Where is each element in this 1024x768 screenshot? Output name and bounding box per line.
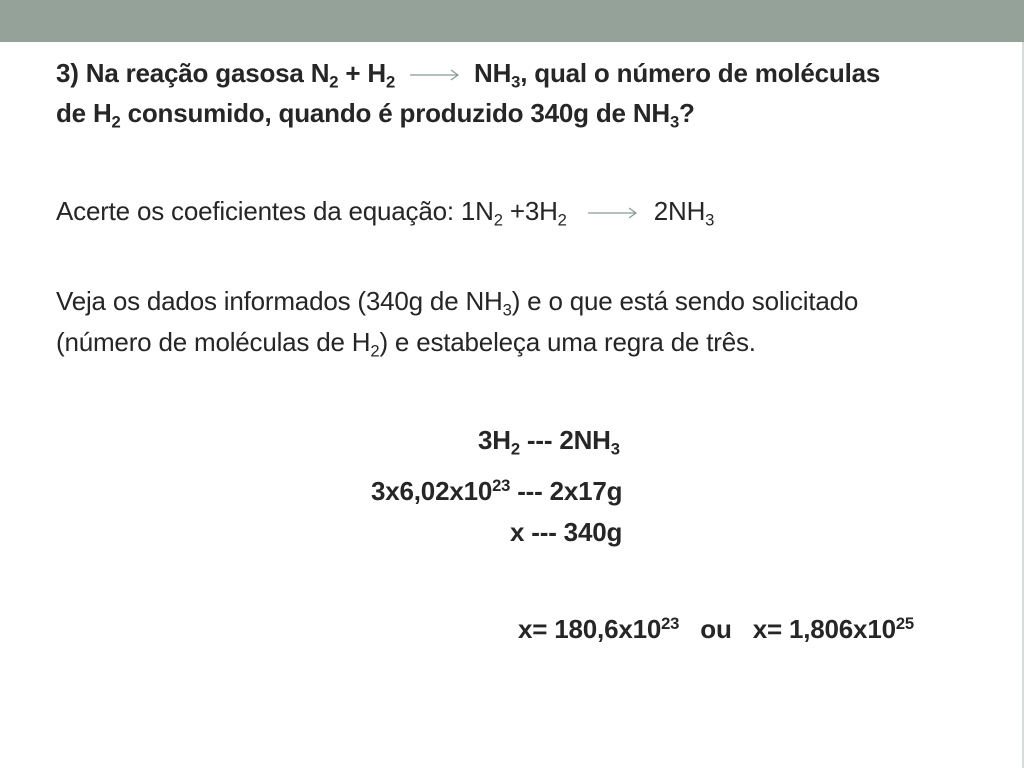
reaction-arrow-icon: [588, 206, 638, 220]
instructions-line-1: Veja os dados informados (340g de $NH_3$) e o que está sendo solicitado: [56, 286, 859, 320]
question-line-1: 3) Na reação gasosa $N_2 + H_2$ $NH_3$, qual o número de moléculas: [56, 58, 881, 92]
balance-line: Acerte os coeficientes da equação: $1N_2 +3H_2$ $2NH_3$: [56, 196, 715, 230]
question-line-2: de $H_2$ consumido, quando é produzido 340g de $NH_3$?: [56, 98, 695, 132]
reaction-arrow-icon: [410, 68, 460, 82]
result-line: $x= 180,6x10^{23}$ ou $x= 1,806x10^{25}$: [518, 613, 914, 644]
rule-row-1: $3H_2$ --- $2NH_3$: [478, 425, 620, 459]
instructions-line-2: (número de moléculas de $H_2$) e estabeleça uma regra de três.: [56, 327, 756, 361]
rule-row-2: $3x6,02x10^{23}$ --- 2x17g: [371, 475, 623, 506]
top-bar: [0, 0, 1024, 42]
rule-row-3: x --- 340g: [510, 517, 623, 547]
